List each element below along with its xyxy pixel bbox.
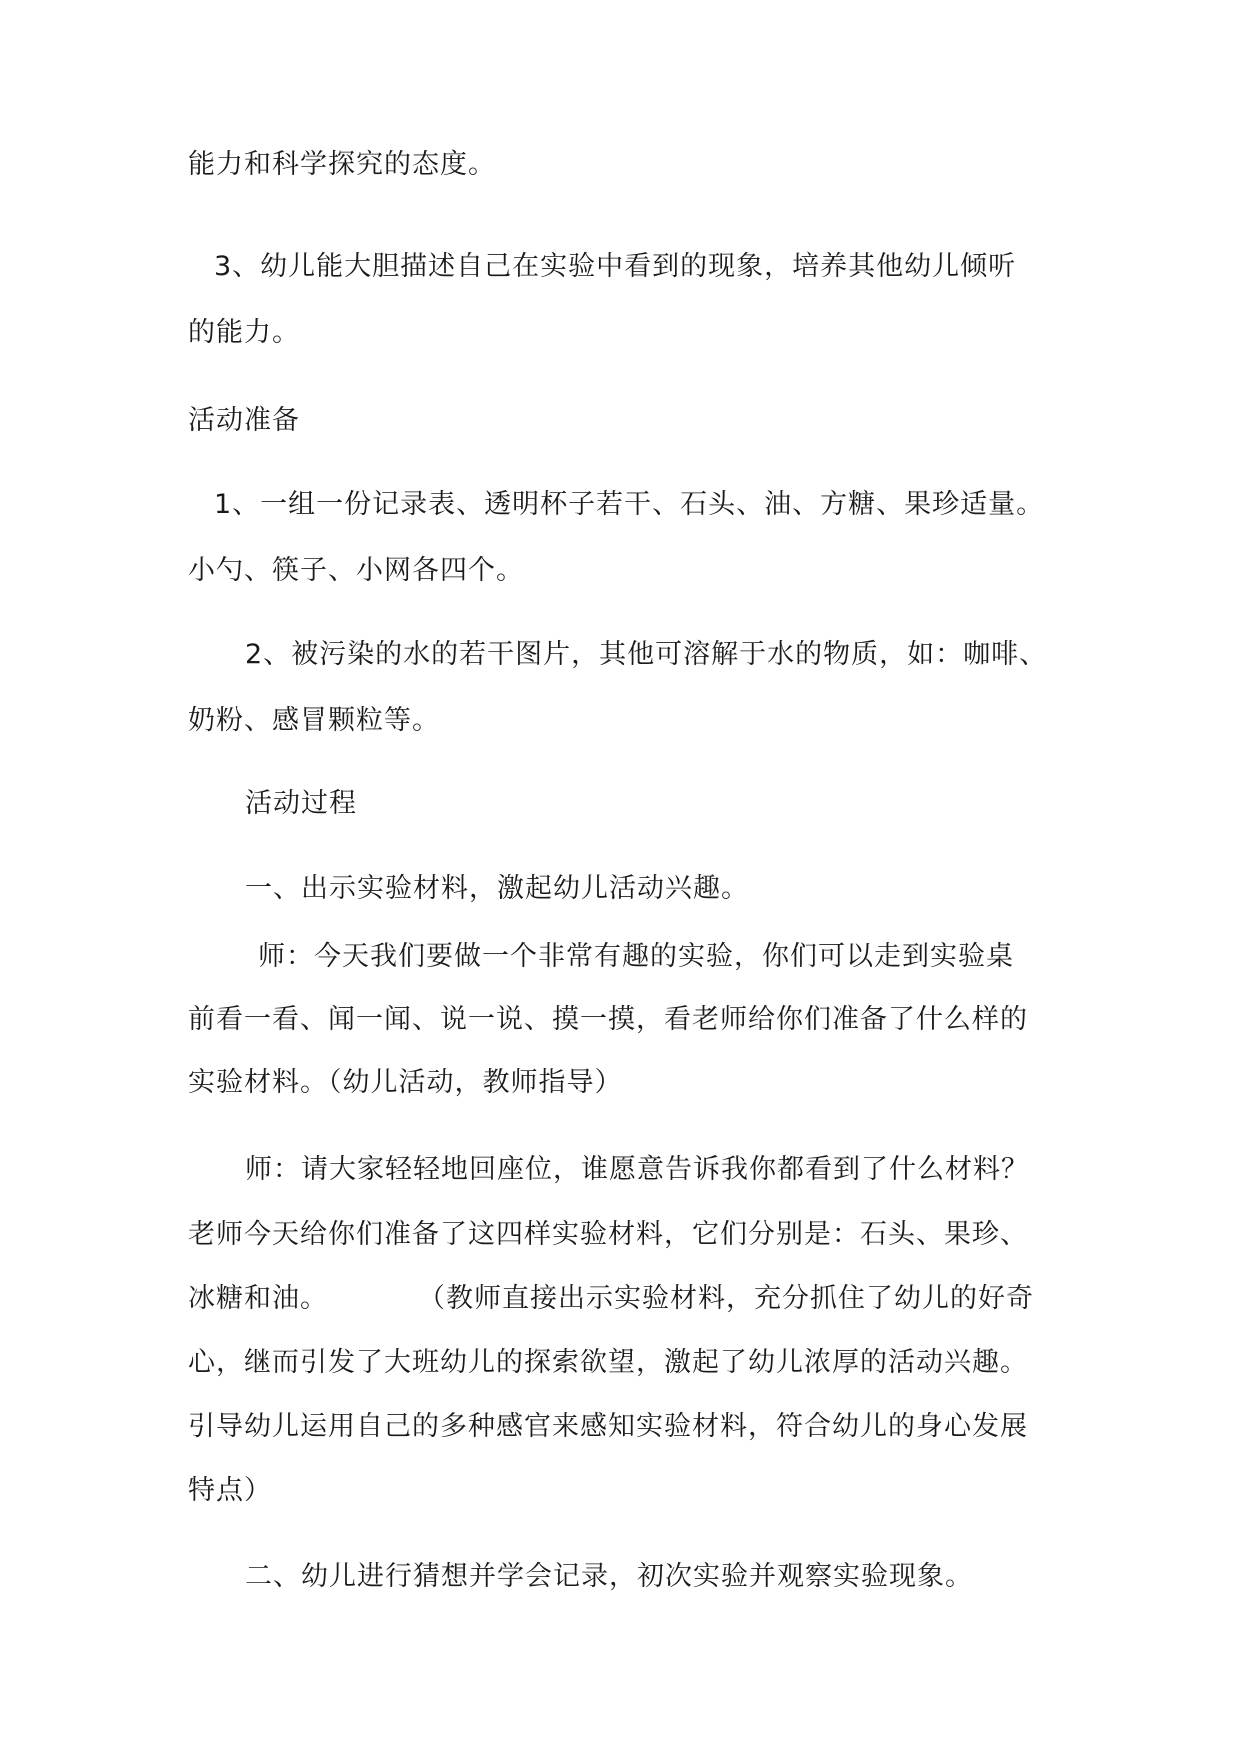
paragraph-line: 师：今天我们要做一个非常有趣的实验，你们可以走到实验桌	[258, 941, 1014, 972]
paragraph-line: 心，继而引发了大班幼儿的探索欲望，激起了幼儿浓厚的活动兴趣。	[188, 1347, 1028, 1378]
paragraph-line: 1、一组一份记录表、透明杯子若干、石头、油、方糖、果珍适量。	[214, 489, 1045, 520]
paragraph-line: 2、被污染的水的若干图片，其他可溶解于水的物质，如：咖啡、	[245, 639, 1048, 670]
section-heading: 活动过程	[245, 788, 357, 819]
paragraph-line: 师：请大家轻轻地回座位，谁愿意告诉我你都看到了什么材料？	[245, 1154, 1029, 1185]
section-heading: 活动准备	[188, 405, 300, 436]
paragraph-line: 实验材料。（幼儿活动，教师指导）	[188, 1067, 623, 1098]
paragraph-line: 冰糖和油。	[188, 1283, 328, 1314]
paragraph-line: 的能力。	[188, 317, 300, 348]
paragraph-line: 特点）	[188, 1475, 272, 1506]
paragraph-line: 一、出示实验材料，激起幼儿活动兴趣。	[245, 873, 749, 904]
paragraph-line: 二、幼儿进行猜想并学会记录，初次实验并观察实验现象。	[245, 1561, 973, 1592]
paragraph-line: 引导幼儿运用自己的多种感官来感知实验材料，符合幼儿的身心发展	[188, 1411, 1028, 1442]
paragraph-line: 3、幼儿能大胆描述自己在实验中看到的现象，培养其他幼儿倾听	[214, 251, 1017, 282]
paragraph-line: 老师今天给你们准备了这四样实验材料，它们分别是：石头、果珍、	[188, 1219, 1028, 1250]
paragraph-line: 能力和科学探究的态度。	[188, 149, 496, 180]
paragraph-line: 奶粉、感冒颗粒等。	[188, 705, 440, 736]
paragraph-line: 前看一看、闻一闻、说一说、摸一摸，看老师给你们准备了什么样的	[188, 1004, 1028, 1035]
paragraph-line: （教师直接出示实验材料，充分抓住了幼儿的好奇	[418, 1283, 1034, 1314]
paragraph-line: 小勺、筷子、小网各四个。	[188, 555, 524, 586]
